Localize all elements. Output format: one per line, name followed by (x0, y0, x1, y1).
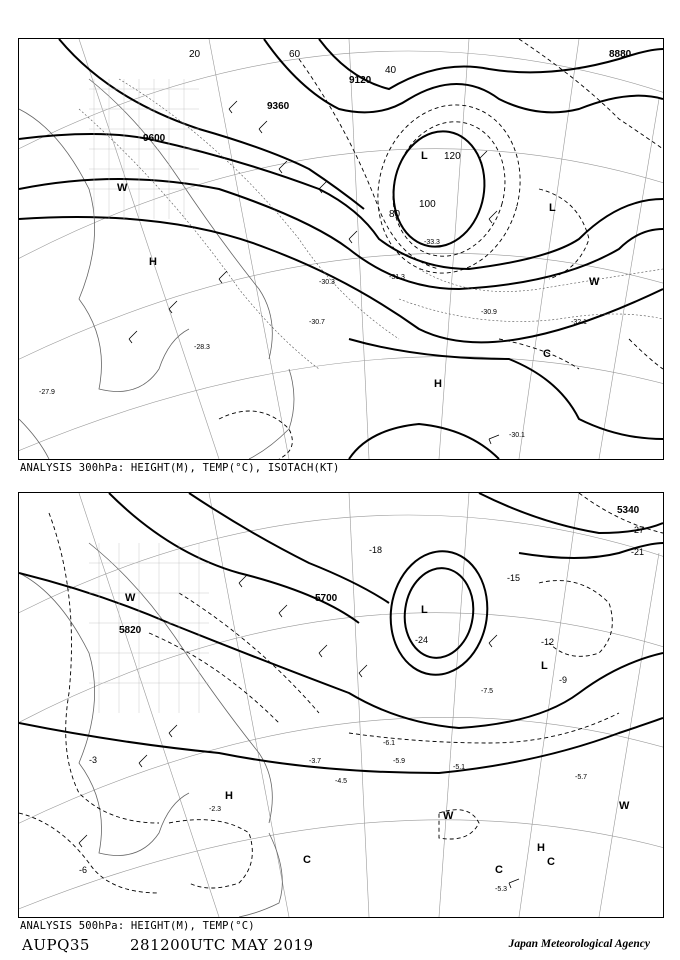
cold-label: C (547, 856, 555, 868)
caption-500hpa: ANALYSIS 500hPa: HEIGHT(M), TEMP(°C) (20, 920, 255, 932)
cold-label: C (495, 864, 503, 876)
latlon-grid (19, 493, 663, 917)
isotach-label: 20 (189, 49, 201, 60)
chart-code: AUPQ35 (22, 936, 90, 954)
agency-name: Japan Meteorological Agency (508, 938, 650, 950)
station-value: -5.3 (495, 886, 508, 893)
low-pressure-label: L (541, 660, 548, 672)
temp-label: -30.9 (481, 309, 497, 316)
height-label: 8880 (609, 49, 632, 60)
temp-label: -18 (369, 545, 383, 555)
station-value: -5.7 (575, 774, 588, 781)
isotach-label: 40 (385, 65, 397, 76)
low-pressure-label: L (421, 604, 428, 616)
map-panel-500hpa (18, 492, 664, 918)
height-labels-300 (143, 49, 632, 144)
valid-time: 281200UTC MAY 2019 (130, 936, 314, 954)
low-pressure-label: L (421, 150, 428, 162)
map-panel-300hpa (18, 38, 664, 460)
height-label: 5820 (119, 625, 142, 636)
wind-barbs (79, 575, 519, 888)
isotach-label: 100 (419, 199, 436, 210)
temp-label: -6 (79, 865, 88, 875)
low-pressure-label: L (549, 202, 556, 214)
high-pressure-label: H (149, 256, 157, 268)
high-pressure-label: H (537, 842, 545, 854)
pressure-systems-300 (117, 150, 600, 390)
warm-label: W (125, 592, 136, 604)
temp-label: -30.1 (509, 432, 525, 439)
temp-label: -28.3 (194, 344, 210, 351)
temp-label: -21 (631, 547, 645, 557)
isotach-label: 120 (444, 151, 461, 162)
height-label: 9120 (349, 75, 372, 86)
station-grid-region (89, 79, 199, 219)
temp-label: -3 (89, 755, 98, 765)
height-label: 9600 (143, 133, 166, 144)
warm-label: W (117, 182, 128, 194)
high-pressure-label: H (225, 790, 233, 802)
map-300hpa-svg (19, 39, 663, 459)
station-value: -3.7 (309, 758, 322, 765)
temp-label: -15 (507, 573, 521, 583)
station-value: -2.3 (209, 806, 222, 813)
temp-label: -27.9 (39, 389, 55, 396)
caption-300hpa: ANALYSIS 300hPa: HEIGHT(M), TEMP(°C), ISOTACH(KT) (20, 462, 340, 474)
station-value: -4.5 (335, 778, 348, 785)
temperature-contours (19, 493, 663, 893)
cold-label: C (543, 348, 551, 360)
temp-label: -30.7 (309, 319, 325, 326)
isotach-label: 60 (289, 49, 301, 60)
cold-label: C (303, 854, 311, 866)
station-value: -7.5 (481, 688, 494, 695)
temp-label: -27 (631, 525, 645, 535)
temp-label: -32.1 (571, 319, 587, 326)
station-grid-region (89, 543, 209, 713)
high-pressure-label: H (434, 378, 442, 390)
temp-label: -30.3 (319, 279, 335, 286)
temp-label: -33.3 (424, 239, 440, 246)
height-label: 5700 (315, 593, 338, 604)
height-contours (19, 493, 663, 773)
temp-label: -31.3 (389, 274, 405, 281)
isotach-label: 80 (389, 209, 401, 220)
station-value: -6.1 (383, 740, 396, 747)
map-500hpa-svg (19, 493, 663, 917)
station-value: -5.9 (393, 758, 406, 765)
temp-label: -12 (541, 637, 555, 647)
height-label: 9360 (267, 101, 290, 112)
station-value: -5.1 (453, 764, 466, 771)
temperature-labels-300 (39, 239, 587, 439)
warm-label: W (589, 276, 600, 288)
warm-label: W (443, 810, 454, 822)
warm-label: W (619, 800, 630, 812)
temp-label: -9 (559, 675, 568, 685)
height-label: 5340 (617, 505, 640, 516)
temp-label: -24 (415, 635, 429, 645)
